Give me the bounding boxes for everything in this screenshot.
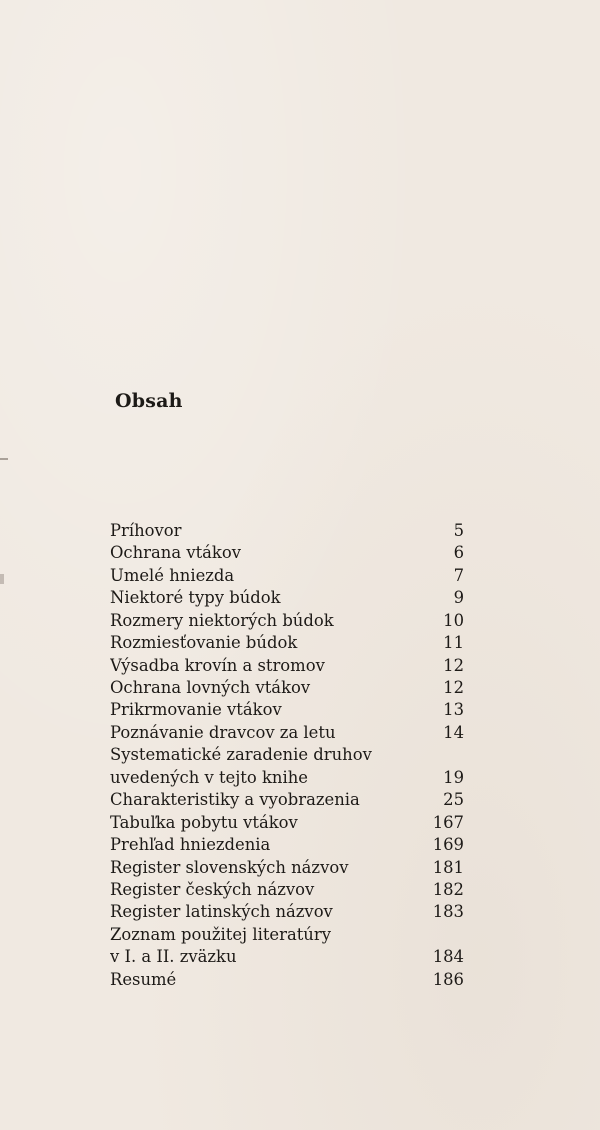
toc-entry	[110, 542, 464, 564]
toc-entry-label: Tabuľka pobytu vtákov	[110, 812, 298, 832]
toc-entry-page: 183	[432, 902, 464, 922]
toc-entry-page: 6	[453, 543, 464, 563]
toc-entry-label: Ochrana vtákov	[110, 543, 241, 563]
toc-entry-page: 182	[432, 879, 464, 899]
toc-entry	[110, 969, 464, 991]
toc-entry-label: Register českých názvov	[110, 879, 315, 899]
toc-entry-label: Umelé hniezda	[110, 565, 235, 585]
toc-entry	[110, 901, 464, 923]
toc-entry	[110, 632, 464, 654]
toc-entry-label: Register latinských názvov	[110, 902, 333, 922]
toc-entry	[110, 520, 464, 542]
toc-entry-label: Poznávanie dravcov za letu	[110, 722, 336, 742]
toc-entry	[110, 677, 464, 699]
toc-entry	[110, 722, 464, 744]
toc-entry-page: 25	[443, 790, 464, 810]
toc-entry-label: Systematické zaradenie druhov	[110, 745, 372, 765]
toc-entry	[110, 879, 464, 901]
toc-entry-page: 11	[443, 633, 464, 653]
toc-entry	[110, 744, 464, 766]
toc-entry	[110, 610, 464, 632]
toc-entry	[110, 587, 464, 609]
toc-entry-label: Resumé	[110, 969, 177, 989]
toc-entry	[110, 946, 464, 968]
toc-entry-label: Prikrmovanie vtákov	[110, 700, 282, 720]
toc-entry-label: Prehľad hniezdenia	[110, 835, 271, 855]
toc-entry-page: 10	[443, 610, 464, 630]
toc-entry	[110, 655, 464, 677]
page-edge-mark	[0, 458, 8, 460]
page-title: Obsah	[115, 390, 183, 412]
toc-entry-label: uvedených v tejto knihe	[110, 767, 308, 787]
toc-entry-page: 167	[432, 812, 464, 832]
toc-entry	[110, 857, 464, 879]
toc-entry-page: 13	[443, 700, 464, 720]
toc-entry-label: Rozmiesťovanie búdok	[110, 633, 298, 653]
toc-entry-label: Register slovenských názvov	[110, 857, 349, 877]
toc-entry-page: 184	[432, 947, 464, 967]
toc-entry	[110, 789, 464, 811]
toc-entry-page: 7	[453, 565, 464, 585]
toc-entry-page: 12	[443, 678, 464, 698]
table-of-contents	[110, 520, 464, 991]
toc-entry-label: Niektoré typy búdok	[110, 588, 281, 608]
toc-entry-page: 169	[432, 835, 464, 855]
toc-entry-page: 181	[432, 857, 464, 877]
toc-entry	[110, 812, 464, 834]
toc-entry-label: Príhovor	[110, 520, 182, 540]
toc-entry-label: Ochrana lovných vtákov	[110, 678, 311, 698]
toc-entry	[110, 700, 464, 722]
toc-entry-page: 186	[432, 969, 464, 989]
toc-entry-label: Charakteristiky a vyobrazenia	[110, 790, 360, 810]
toc-entry-label: Rozmery niektorých búdok	[110, 610, 334, 630]
toc-entry-label: Zoznam použitej literatúry	[110, 924, 331, 944]
toc-entry-label: v I. a II. zväzku	[110, 947, 237, 967]
toc-entry	[110, 767, 464, 789]
toc-entry-page: 12	[443, 655, 464, 675]
page-edge-mark	[0, 574, 4, 584]
toc-entry-page: 19	[443, 767, 464, 787]
toc-entry	[110, 565, 464, 587]
toc-entry-page: 5	[453, 520, 464, 540]
toc-entry-label: Výsadba krovín a stromov	[110, 655, 325, 675]
toc-entry-page: 9	[453, 588, 464, 608]
toc-entry	[110, 834, 464, 856]
toc-entry	[110, 924, 464, 946]
toc-entry-page: 14	[443, 722, 464, 742]
